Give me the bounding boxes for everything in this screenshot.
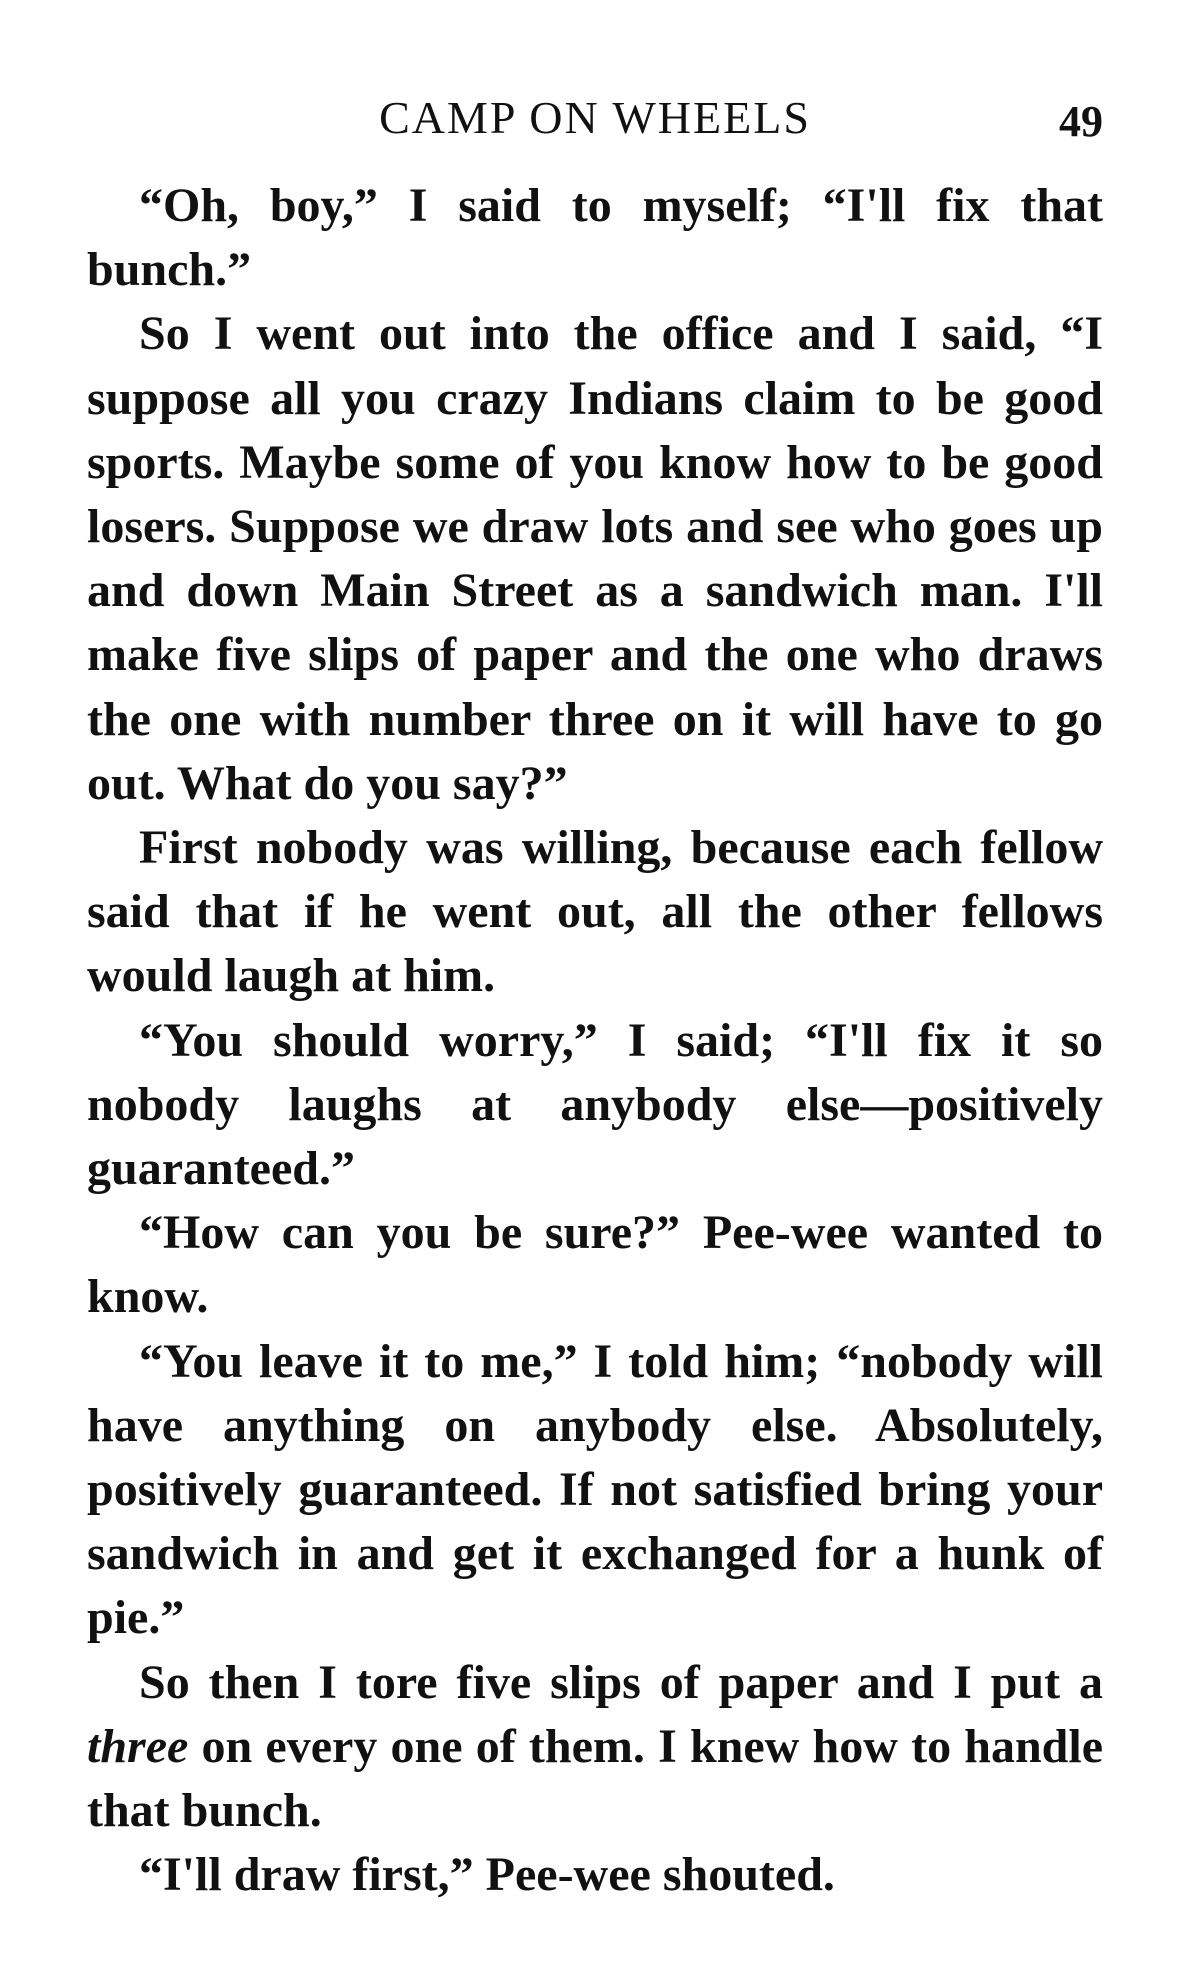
paragraph: “You should worry,” I said; “I'll fix it so nobody laughs at anybody else—positively guaranteed.” [87,1013,1103,1196]
page-number: 49 [1059,97,1103,146]
paragraph-text: on every one of them. I knew how to handle that bunch. [87,1719,1103,1838]
paragraph: “I'll draw first,” Pee-wee shouted. [139,1848,835,1902]
running-title: CAMP ON WHEELS [379,92,811,143]
italic-word: three [87,1719,189,1773]
paragraph-text: So then I tore five slips of paper and I put a [139,1655,1103,1709]
paragraph [87,1651,1103,1844]
running-head [87,88,1103,148]
paragraph: “How can you be sure?” Pee-wee wanted to know. [87,1206,1103,1324]
paragraph: “Oh, boy,” I said to myself; “I'll fix that bunch.” [87,179,1103,297]
paragraph: First nobody was willing, because each fellow said that if he went out, all the other fellows would laugh at him. [87,821,1103,1003]
paragraph: “You leave it to me,” I told him; “nobody will have anything on anybody else. Absolutely, positively guaranteed. If not satisfied bring your sandwich in and get it exchanged for a hunk of pie.” [87,1334,1103,1645]
body-text [87,174,1103,1907]
paragraph: So I went out into the office and I said, “I suppose all you crazy Indians claim to be good sports. Maybe some of you know how to be good losers. Suppose we draw lots and see who goes up and down Main Street as a sandwich man. I'll make five slips of paper and the one who draws the one with number three on it will have to go out. What do you say?” [87,307,1103,810]
